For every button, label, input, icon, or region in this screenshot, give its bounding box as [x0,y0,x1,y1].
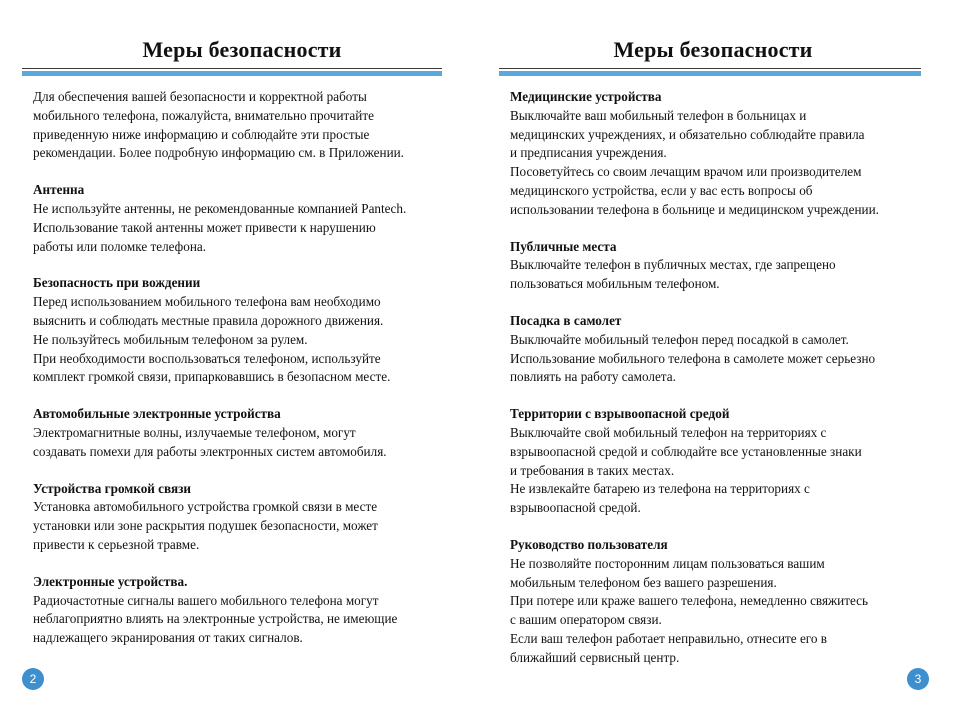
body-line: работы или поломке телефона. [33,238,207,254]
body-line: Выключайте ваш мобильный телефон в больницах и [510,107,807,123]
body-line: Выключайте свой мобильный телефон на территориях с [510,424,827,440]
body-line: Установка автомобильного устройства громкой связи в месте [33,499,378,515]
section-heading: Территории с взрывоопасной средой [510,406,730,422]
page-title: Меры безопасности [142,37,342,62]
section-antenna [33,181,463,256]
intro-line: Для обеспечения вашей безопасности и корректной работы [33,89,367,104]
body-line: Не позволяйте посторонним лицам пользоваться вашим [510,555,825,571]
section-heading: Публичные места [510,238,617,254]
body-line: привести к серьезной травме. [33,536,200,552]
body-line: Выключайте телефон в публичных местах, где запрещено [510,257,836,273]
page-number-badge: 3 [907,668,929,690]
intro-paragraph [33,88,463,163]
body-line: Электромагнитные волны, излучаемые телефоном, могут [33,424,356,440]
section-heading: Автомобильные электронные устройства [33,406,281,422]
body-line: Радиочастотные сигналы вашего мобильного телефона могут [33,592,379,608]
title-rule [22,68,442,69]
section-car-electronics [33,405,463,461]
section-handsfree [33,480,463,555]
title-rule [499,68,921,69]
body-line: Выключайте мобильный телефон перед посадкой в самолет. [510,331,849,347]
body-line: надлежащего экранирования от таких сигналов. [33,630,303,646]
body-line: Не пользуйтесь мобильным телефоном за рулем. [33,331,308,347]
section-driving-safety [33,274,463,387]
body-line: использовании телефона в больнице и медицинском учреждении. [510,201,879,217]
section-heading: Устройства громкой связи [33,480,192,496]
body-line: При необходимости воспользоваться телефоном, используйте [33,350,381,366]
body-line: медицинского устройства, если у вас есть вопросы об [510,182,813,198]
body-line: мобильным телефоном без вашего разрешения. [510,574,777,590]
body-line: При потере или краже вашего телефона, немедленно свяжитесь [510,593,869,609]
section-heading: Безопасность при вождении [33,275,201,291]
body-line: выяснить и соблюдать местные правила дорожного движения. [33,312,384,328]
section-medical-devices [510,88,950,220]
intro-line: приведенную ниже информацию и соблюдайте эти простые [33,126,370,142]
body-line: с вашим оператором связи. [510,612,662,628]
title-accent-bar [499,71,921,76]
body-line: создавать помехи для работы электронных систем автомобиля. [33,443,387,459]
body-line: медицинских учреждениях, и обязательно соблюдайте правила [510,126,865,142]
right-content [510,88,950,668]
body-line: Не используйте антенны, не рекомендованные компанией Pantech. [33,200,407,216]
section-public-places [510,238,950,294]
section-explosive-areas [510,405,950,518]
body-line: ближайший сервисный центр. [510,649,680,665]
section-heading: Руководство пользователя [510,536,668,552]
body-line: установки или зоне раскрытия подушек безопасности, может [33,518,378,534]
body-line: Использование такой антенны может привести к нарушению [33,219,376,235]
section-electronic-devices [33,573,463,648]
body-line: Не извлекайте батарею из телефона на территориях с [510,481,810,497]
body-line: комплект громкой связи, припарковавшись в безопасном месте. [33,369,391,385]
body-line: взрывоопасной средой и соблюдайте все установленные знаки [510,443,862,459]
title-accent-bar [22,71,442,76]
body-line: повлиять на работу самолета. [510,369,676,385]
section-heading: Электронные устройства. [33,573,188,589]
section-heading: Медицинские устройства [510,89,662,104]
intro-line: рекомендации. Более подробную информацию см. в Приложении. [33,145,404,161]
section-heading: Посадка в самолет [510,312,622,328]
intro-line: мобильного телефона, пожалуйста, внимательно прочитайте [33,107,374,123]
section-heading: Антенна [33,182,85,198]
body-line: Если ваш телефон работает неправильно, отнесите его в [510,630,828,646]
section-user-guide [510,536,950,668]
body-line: Посоветуйтесь со своим лечащим врачом или производителем [510,164,862,180]
body-line: Использование мобильного телефона в самолете может серьезно [510,350,876,366]
section-aircraft-boarding [510,312,950,387]
body-line: неблагоприятно влиять на электронные устройства, не имеющие [33,611,398,627]
left-content [33,88,463,648]
body-line: пользоваться мобильным телефоном. [510,276,720,292]
body-line: Перед использованием мобильного телефона вам необходимо [33,294,381,310]
right-page [477,0,954,716]
body-line: взрывоопасной средой. [510,500,641,516]
page-title: Меры безопасности [613,37,813,62]
page-number-badge: 2 [22,668,44,690]
body-line: и предписания учреждения. [510,145,667,161]
body-line: и требования в таких местах. [510,462,675,478]
